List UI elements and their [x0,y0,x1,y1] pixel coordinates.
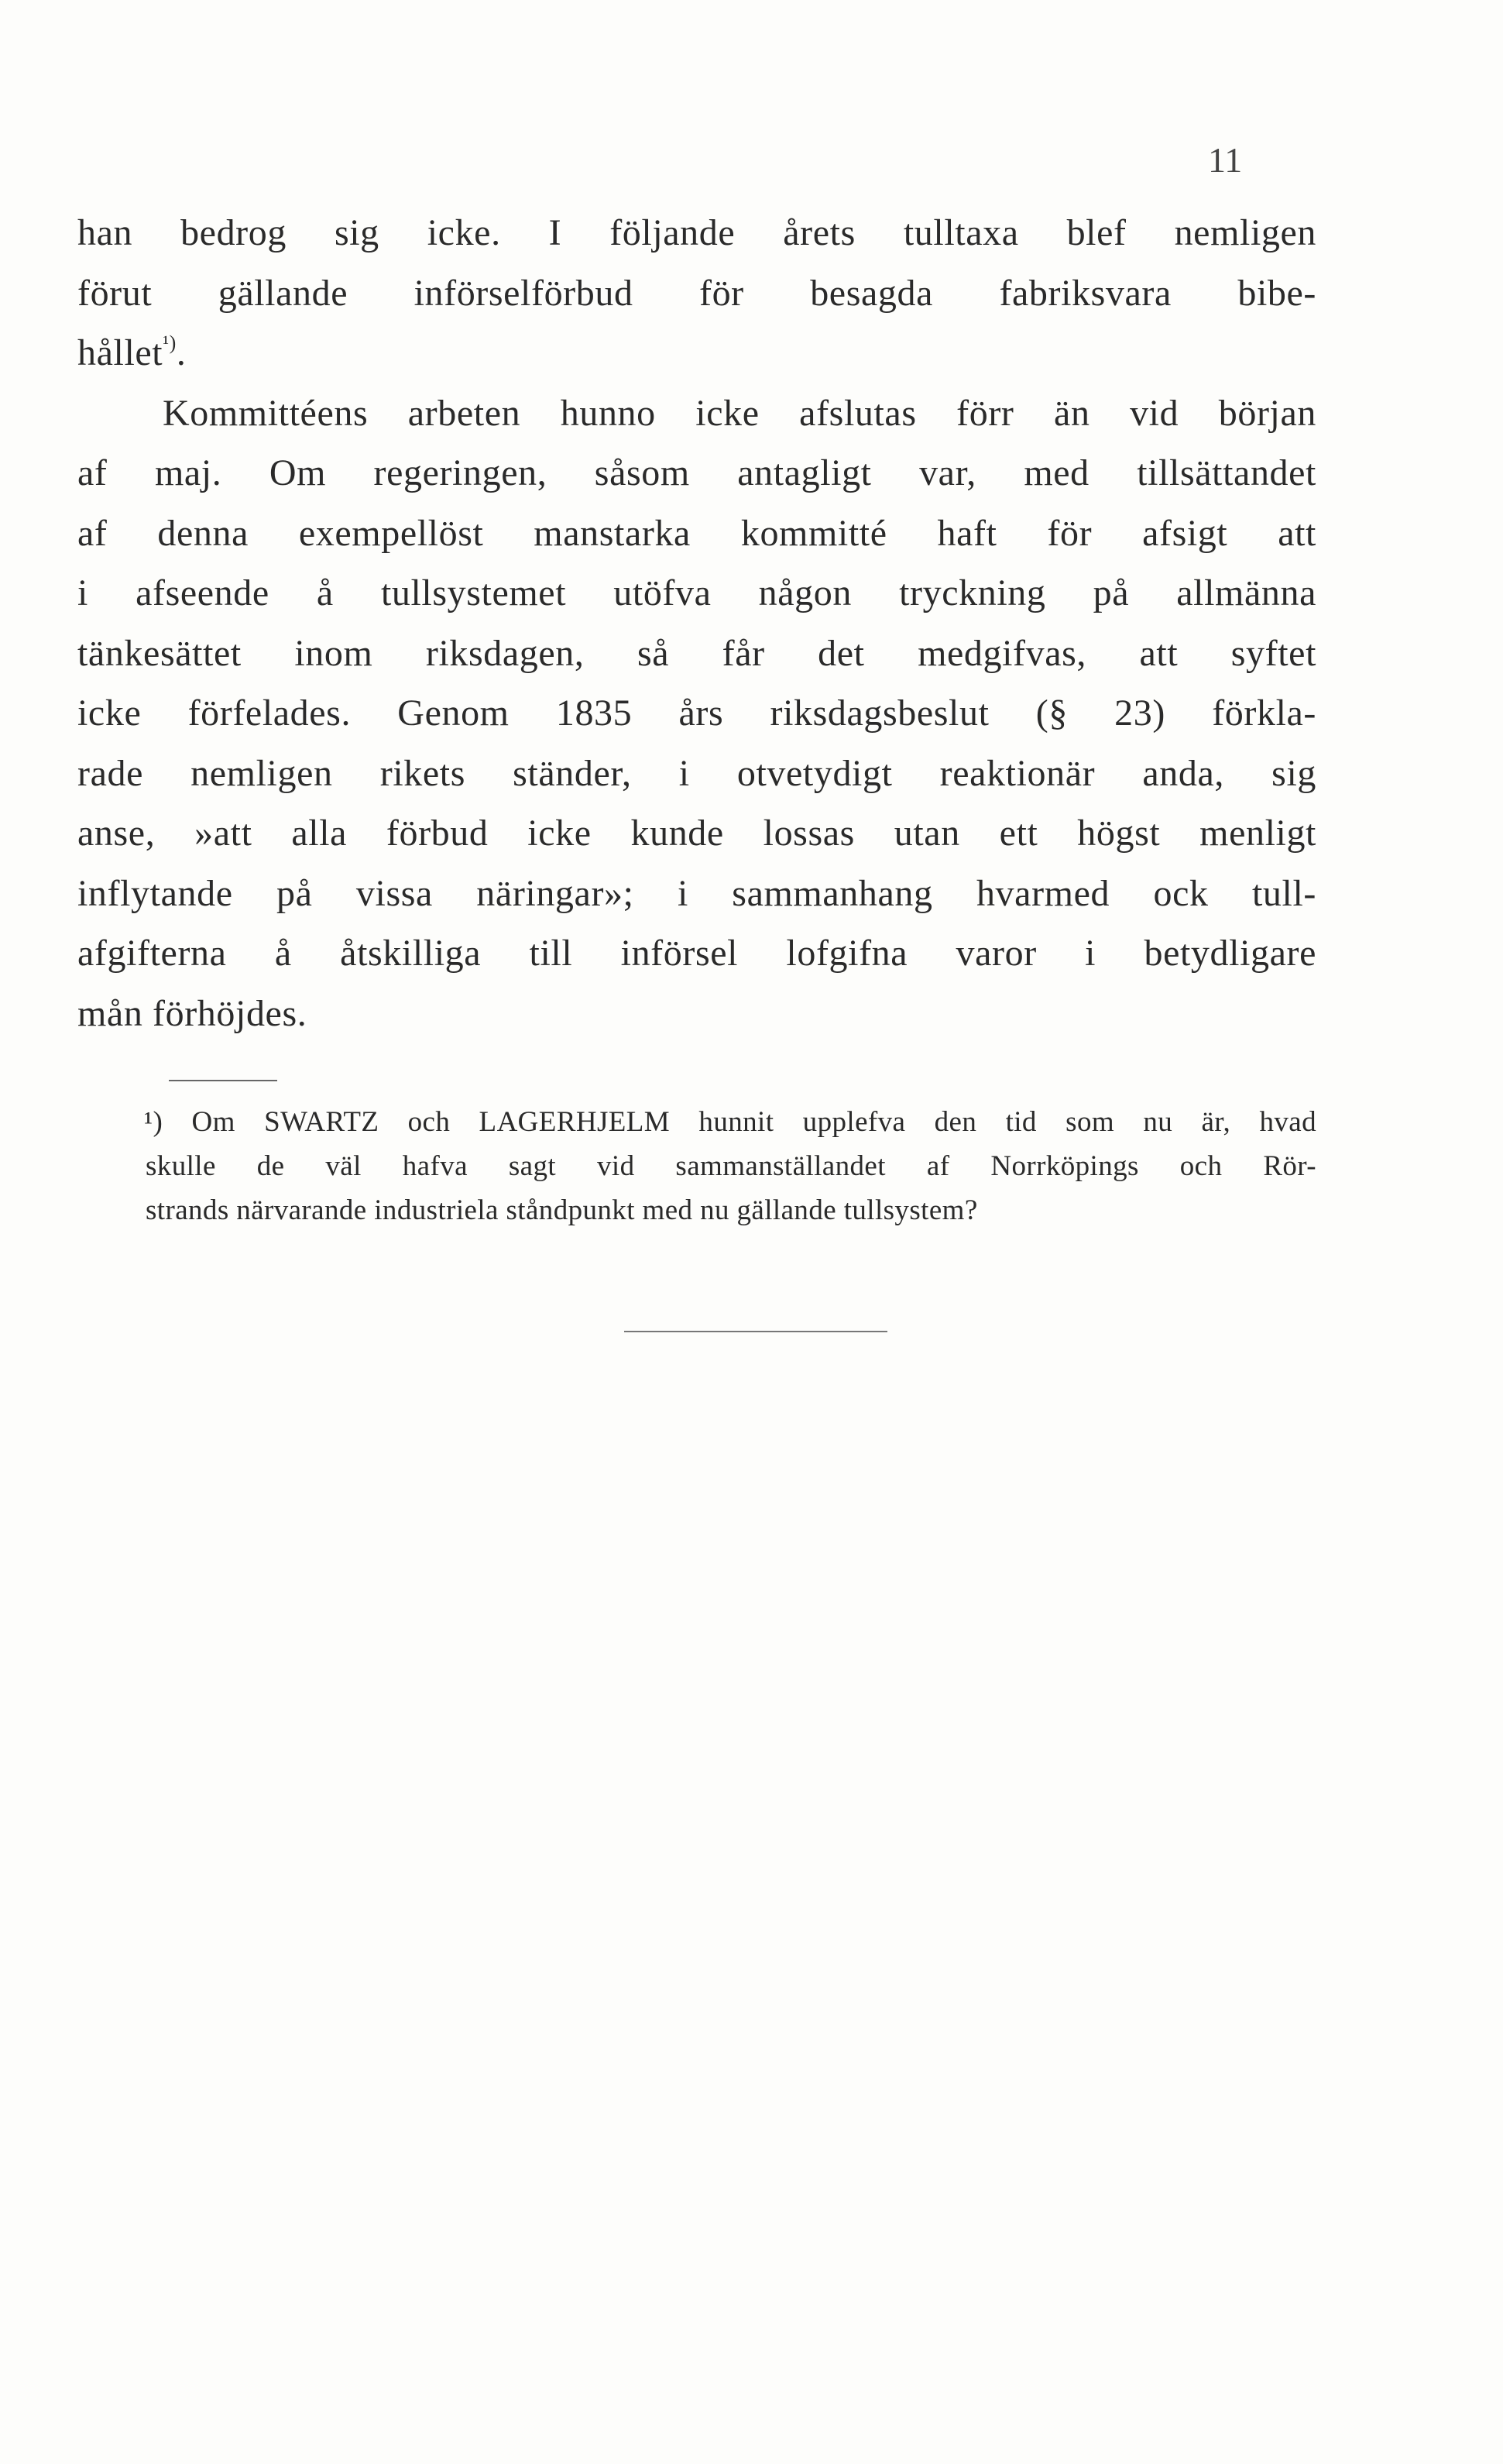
footnote-line-text: Om SWARTZ och LAGERHJELM hunnit upplefva den tid som nu är, hvad [191,1106,1316,1138]
footnote [146,1100,1316,1232]
footnote-line: strands närvarande industriela ståndpunkt med nu gällande tullsystem? [146,1194,978,1226]
text-line: afgifterna å åtskilliga till införsel lofgifna varor i betydligare [77,933,1316,974]
paragraph-start-line: Kommittéens arbeten hunno icke afslutas förr än vid början [163,392,1316,434]
footnote-separator [169,1080,277,1081]
page-number: 11 [1208,140,1243,180]
sentence-end: . [176,332,187,373]
text-line: tänkesättet inom riksdagen, så får det medgifvas, att syftet [77,632,1316,674]
text-line: förut gällande införselförbud för besagda fabriksvara bibe- [77,272,1316,314]
text-line-content: hållet [77,332,163,373]
footnote-reference: ¹) [163,332,177,354]
text-line-with-footnote [77,323,1316,383]
text-line: anse, »att alla förbud icke kunde lossas utan ett högst menligt [77,813,1316,854]
footnote-marker: ¹) [144,1106,163,1138]
main-text [77,203,1316,1043]
text-line: af denna exempellöst manstarka kommitté haft för afsigt att [77,512,1316,554]
text-line: i afseende å tullsystemet utöfva någon tryckning på allmänna [77,572,1316,613]
end-of-page-rule [624,1331,887,1332]
text-line: rade nemligen rikets ständer, i otvetydigt reaktionär anda, sig [77,752,1316,794]
text-line: icke förfelades. Genom 1835 års riksdagsbeslut (§ 23) förkla- [77,692,1316,734]
text-line: af maj. Om regeringen, såsom antagligt var, med tillsättandet [77,452,1316,493]
footnote-line [144,1100,1316,1144]
text-line: han bedrog sig icke. I följande årets tulltaxa blef nemligen [77,212,1316,253]
footnote-line: skulle de väl hafva sagt vid sammanställandet af Norrköpings och Rör- [146,1150,1316,1182]
text-line: mån förhöjdes. [77,992,307,1034]
text-line: inflytande på vissa näringar»; i sammanhang hvarmed ock tull- [77,872,1316,914]
